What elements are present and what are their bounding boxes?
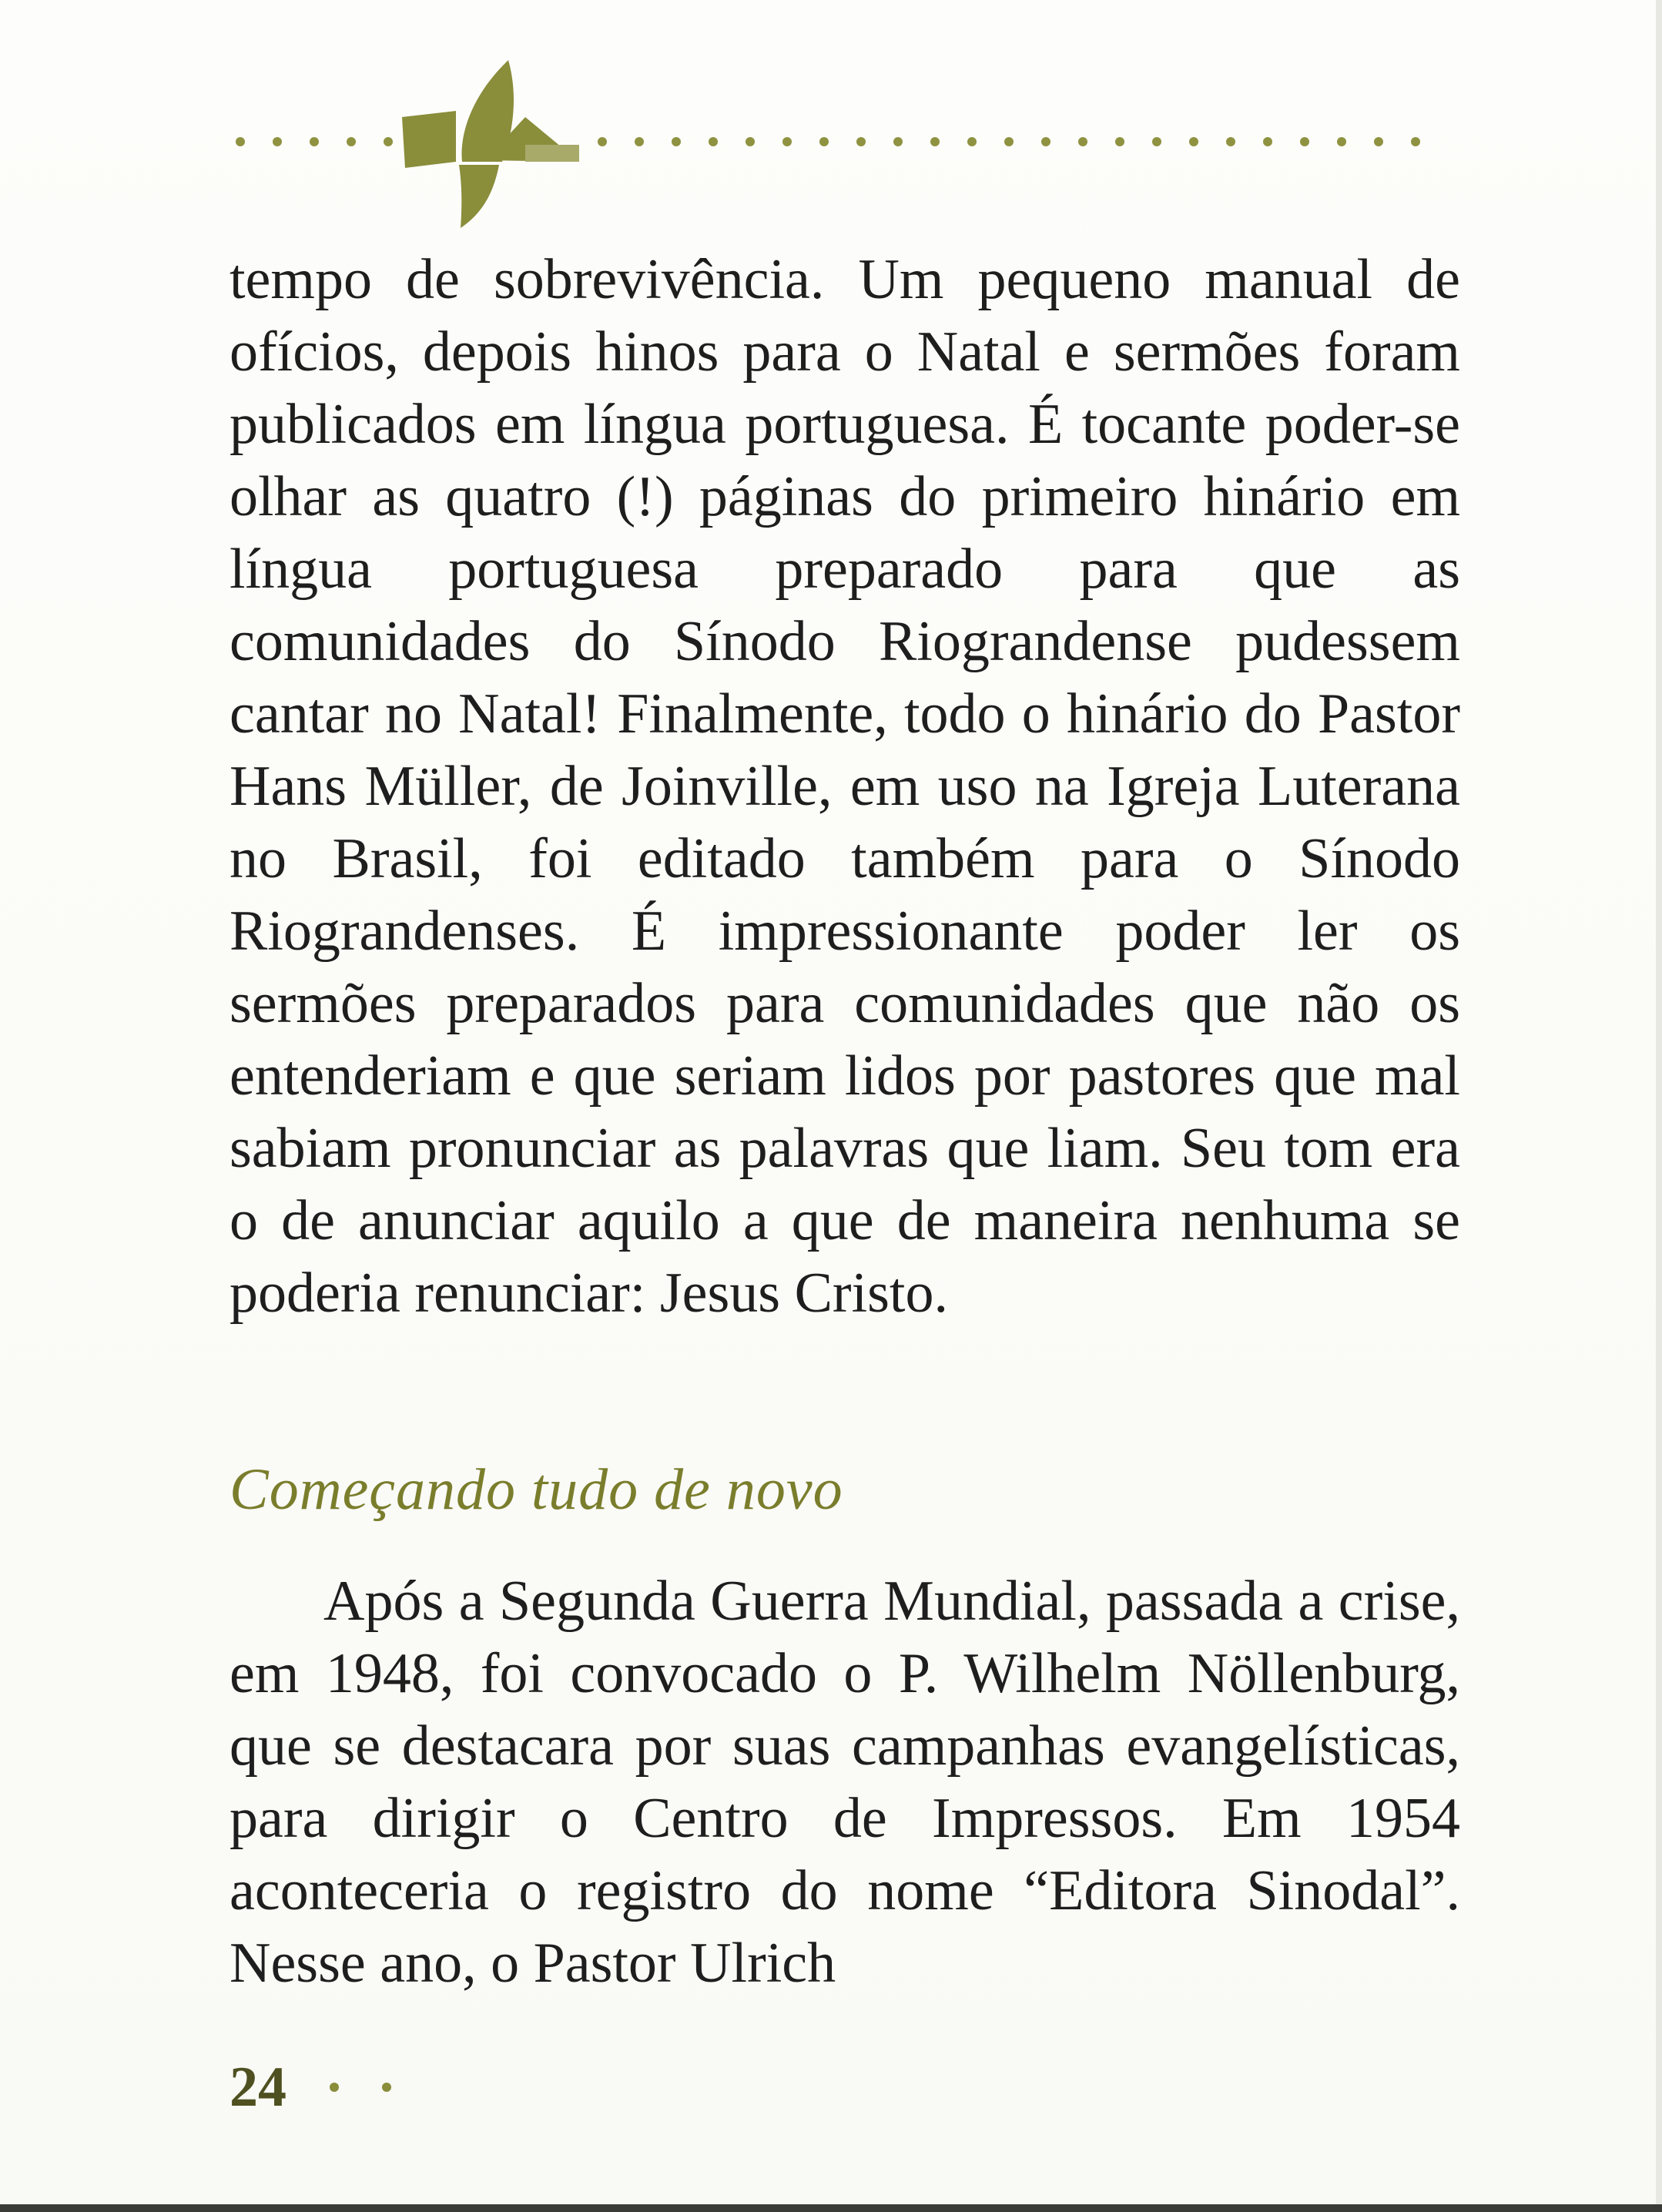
footer-dot-icon [330, 2083, 339, 2092]
page-number: 24 [230, 2055, 286, 2119]
page-edge-right [1656, 0, 1662, 2212]
ornament-dots-right [598, 137, 1420, 146]
page-edge-bottom [0, 2204, 1662, 2212]
ornament-dots-left [236, 137, 393, 146]
footer-dot-icon [382, 2083, 391, 2092]
page-footer [230, 2049, 391, 2126]
body-paragraph-2: Após a Segunda Guerra Mundial, passada a crise, em 1948, foi convocado o P. Wilhelm Nöllenburg, que se destacara por suas campanhas evangelísticas, para dirigir o Centro de Impressos. Em 1954 aconteceria o registro do nome “Editora Sinodal”. Nesse ano, o Pastor Ulrich [230, 1570, 1460, 1995]
header-ornament [231, 46, 1448, 231]
section-heading: Começando tudo de novo [230, 1457, 843, 1522]
ornament-svg [231, 46, 1448, 231]
body-paragraph-1: tempo de sobrevivência. Um pequeno manual de ofícios, depois hinos para o Natal e sermões foram publicados em língua portuguesa. É tocante poder-se olhar as quatro (!) páginas do primeiro hinário em língua portuguesa preparado para que as comunidades do Sínodo Riograndense pudessem cantar no Natal! Finalmente, todo o hinário do Pastor Hans Müller, de Joinville, em uso na Igreja Luterana no Brasil, foi editado também para o Sínodo Riograndenses. É impressionante poder ler os sermões preparados para comunidades que não os entenderiam e que seriam lidos por pastores que mal sabiam pronunciar as palavras que liam. Seu tom era o de anunciar aquilo a que de maneira nenhuma se poderia renunciar: Jesus Cristo. [230, 248, 1460, 1325]
leaf-cross-icon [402, 60, 579, 228]
